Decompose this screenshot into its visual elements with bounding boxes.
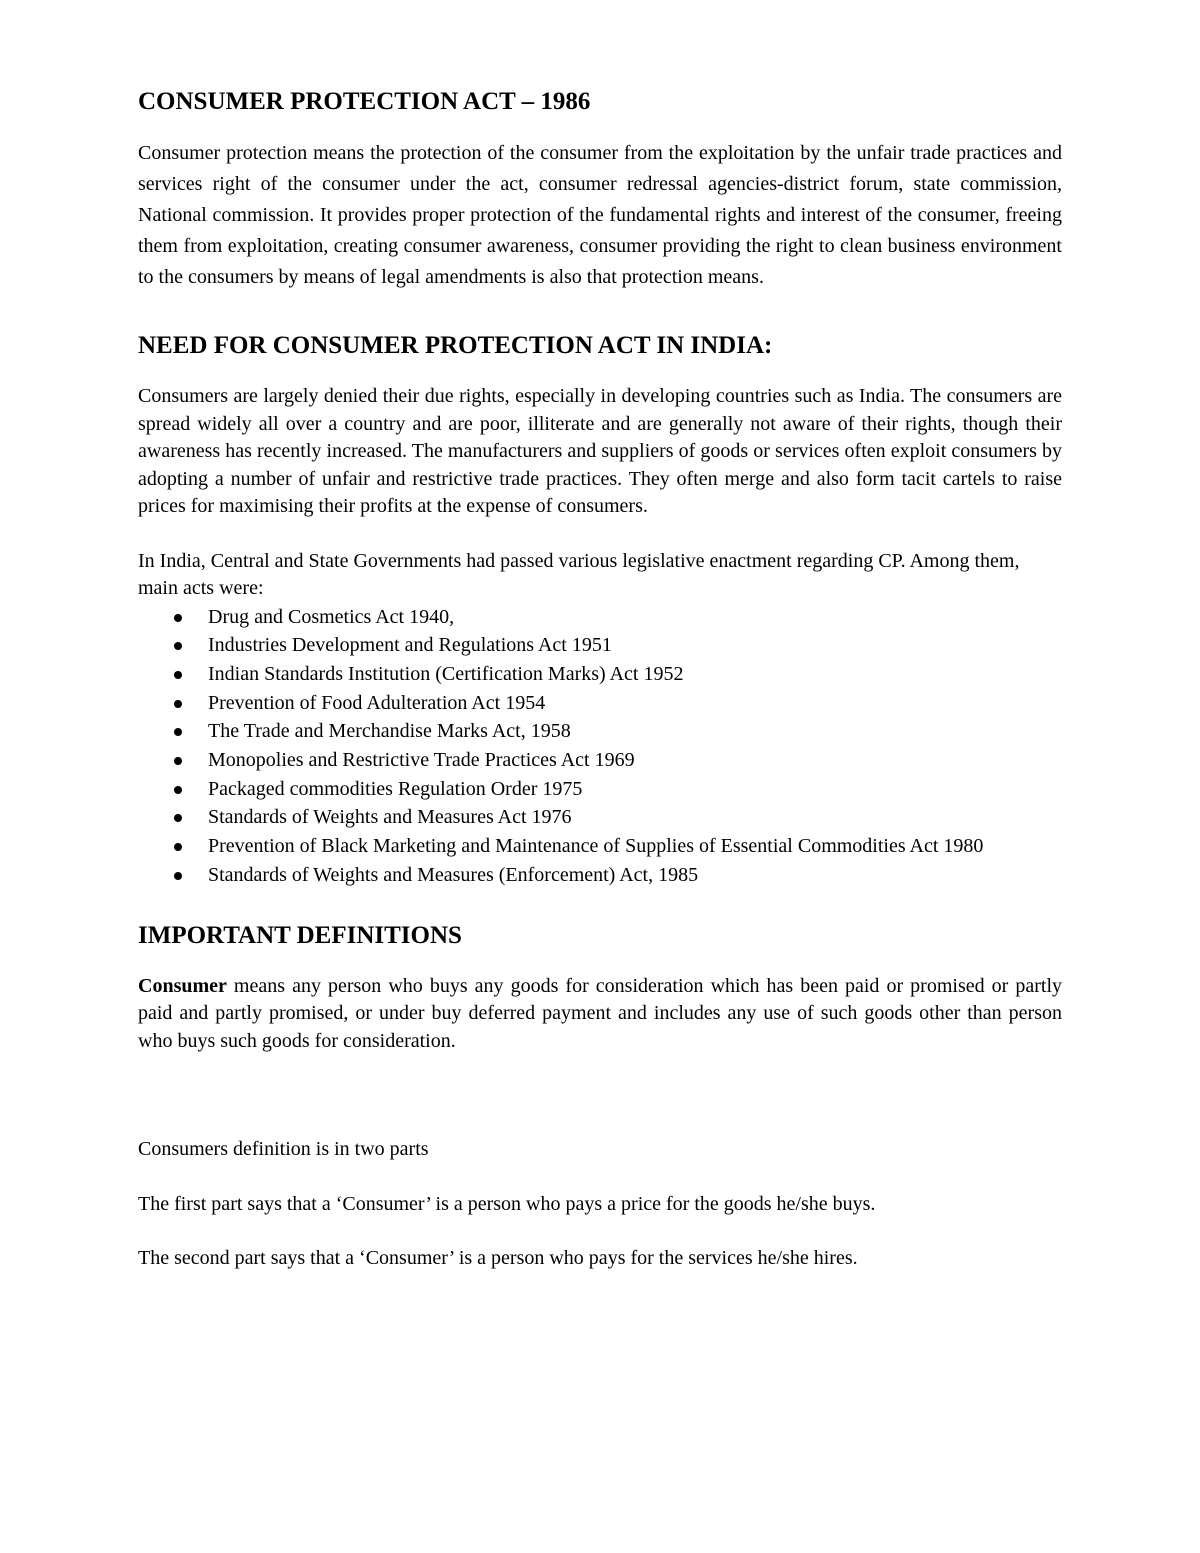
list-item-text: Prevention of Food Adulteration Act 1954 (208, 691, 546, 714)
acts-intro-paragraph: In India, Central and State Governments had passed various legislative enactment regarding CP. Among them, main acts were: (138, 549, 1020, 599)
list-item (208, 834, 1062, 859)
document-title: CONSUMER PROTECTION ACT – 1986 (138, 88, 591, 115)
bullet-icon (174, 700, 182, 708)
document-body (138, 82, 1062, 1273)
list-item-text: Packaged commodities Regulation Order 1975 (208, 777, 583, 800)
list-item (208, 631, 1062, 660)
list-item-text: Drug and Cosmetics Act 1940, (208, 605, 455, 628)
list-item (208, 803, 1062, 832)
list-item (208, 660, 1062, 689)
consumer-term: Consumer (138, 974, 227, 997)
bullet-icon (174, 757, 182, 765)
list-item-text: Monopolies and Restrictive Trade Practices Act 1969 (208, 749, 635, 772)
bullet-icon (174, 872, 182, 880)
list-item (208, 775, 1062, 804)
bullet-icon (174, 671, 182, 679)
list-item (208, 689, 1062, 718)
acts-list (138, 603, 1062, 890)
list-item (208, 861, 1062, 890)
list-item (208, 717, 1062, 746)
need-paragraph: Consumers are largely denied their due rights, especially in developing countries such as India. The consumers are spread widely all over a country and are poor, illiterate and are generally not aware of their rights, though their awareness has recently increased. The manufacturers and suppliers of goods or services often exploit consumers by adopting a number of unfair and restrictive trade practices. They often merge and also form tacit cartels to raise prices for maximising their profits at the expense of consumers. (138, 385, 1062, 517)
definitions-heading: IMPORTANT DEFINITIONS (138, 921, 462, 949)
consumer-definition-text: means any person who buys any goods for consideration which has been paid or promised or partly paid and partly promised, or under buy deferred payment and includes any use of such goods other than person who buys such goods for consideration. (138, 974, 1062, 1052)
bullet-icon (174, 843, 182, 851)
first-part-paragraph: The first part says that a ‘Consumer’ is a person who pays a price for the goods he/she buys. (138, 1192, 876, 1215)
bullet-icon (174, 642, 182, 650)
bullet-icon (174, 786, 182, 794)
list-item-text: Standards of Weights and Measures (Enforcement) Act, 1985 (208, 864, 699, 887)
list-item-text: Indian Standards Institution (Certification Marks) Act 1952 (208, 662, 684, 685)
bullet-icon (174, 814, 182, 822)
list-item-text: The Trade and Merchandise Marks Act, 1958 (208, 720, 571, 743)
consumer-definition-paragraph (138, 973, 1062, 1056)
bullet-icon (174, 614, 182, 622)
second-part-paragraph: The second part says that a ‘Consumer’ is a person who pays for the services he/she hires. (138, 1247, 858, 1270)
list-item-text: Standards of Weights and Measures Act 1976 (208, 806, 572, 829)
intro-paragraph: Consumer protection means the protection of the consumer from the exploitation by the unfair trade practices and services right of the consumer under the act, consumer redressal agencies-district forum, state commission, National commission. It provides proper protection of the fundamental rights and interest of the consumer, freeing them from exploitation, creating consumer awareness, consumer providing the right to clean business environment to the consumers by means of legal amendments is also that protection means. (138, 142, 1062, 288)
list-item-text: Industries Development and Regulations Act 1951 (208, 634, 612, 657)
list-item (208, 746, 1062, 775)
two-parts-paragraph: Consumers definition is in two parts (138, 1138, 429, 1161)
list-item (208, 603, 1062, 632)
need-heading: NEED FOR CONSUMER PROTECTION ACT IN INDIA: (138, 332, 773, 359)
list-item-text: Prevention of Black Marketing and Maintenance of Supplies of Essential Commodities Act 1980 (208, 835, 984, 858)
bullet-icon (174, 728, 182, 736)
